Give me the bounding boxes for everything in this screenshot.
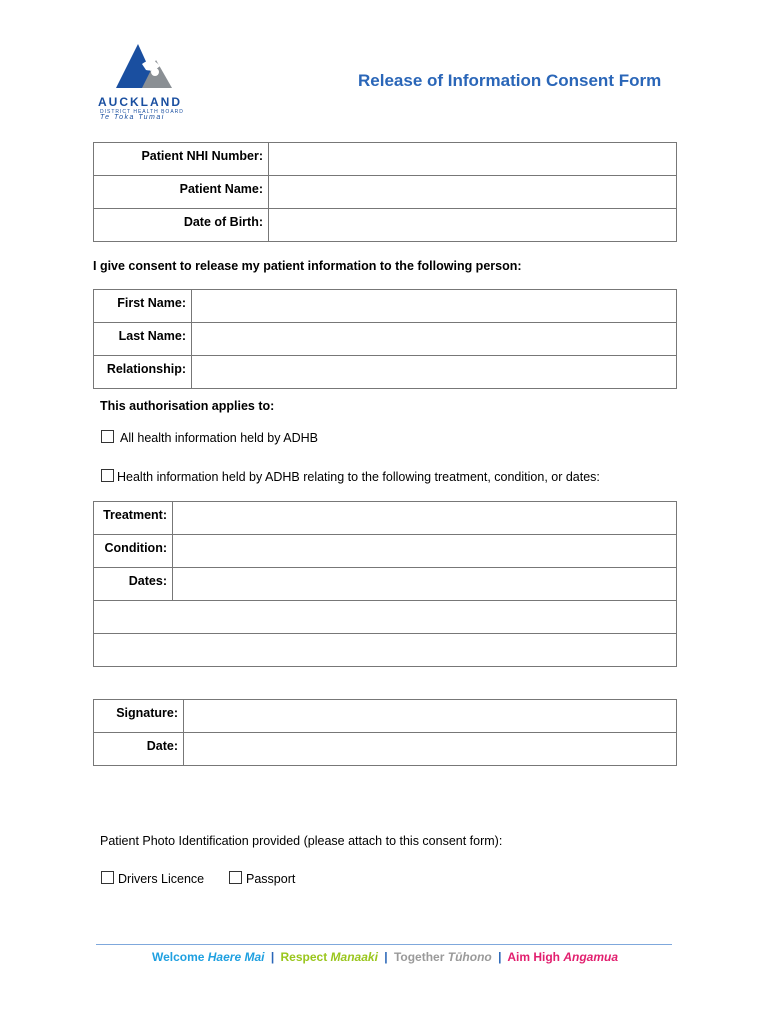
values-footer xyxy=(0,950,770,964)
signature-field[interactable] xyxy=(184,700,677,733)
option-specific-info-label: Health information held by ADHB relating to the following treatment, condition, or dates: xyxy=(117,470,600,484)
checkbox-all-info[interactable] xyxy=(101,430,114,443)
option-all-info[interactable] xyxy=(101,430,318,445)
treatment-details-table xyxy=(93,501,677,667)
dates-field[interactable] xyxy=(173,568,677,601)
signature-table xyxy=(93,699,677,766)
first-name-label: First Name: xyxy=(94,290,192,323)
patient-details-table xyxy=(93,142,677,242)
option-passport[interactable] xyxy=(229,871,295,886)
relationship-label: Relationship: xyxy=(94,356,192,389)
drivers-licence-label: Drivers Licence xyxy=(118,872,205,886)
dates-label: Dates: xyxy=(94,568,173,601)
treatment-field[interactable] xyxy=(173,502,677,535)
recipient-table xyxy=(93,289,677,389)
checkbox-specific-info[interactable] xyxy=(101,469,114,482)
value-welcome-maori: Haere Mai xyxy=(207,950,265,964)
option-drivers-licence[interactable] xyxy=(101,871,204,886)
patient-name-label: Patient Name: xyxy=(94,176,269,209)
option-all-info-label: All health information held by ADHB xyxy=(120,431,319,445)
footer-separator: | xyxy=(384,950,388,964)
signature-date-field[interactable] xyxy=(184,733,677,766)
passport-label: Passport xyxy=(246,872,296,886)
last-name-label: Last Name: xyxy=(94,323,192,356)
footer-separator: | xyxy=(270,950,275,964)
logo-subtitle: DISTRICT HEALTH BOARD xyxy=(100,109,184,115)
photo-id-heading: Patient Photo Identification provided (please attach to this consent form): xyxy=(100,834,503,848)
extra-details-row-2[interactable] xyxy=(94,634,677,667)
checkbox-passport[interactable] xyxy=(229,871,242,884)
patient-name-field[interactable] xyxy=(269,176,677,209)
relationship-field[interactable] xyxy=(192,356,677,389)
value-aim-high: Aim High xyxy=(507,950,560,964)
footer-separator: | xyxy=(498,950,502,964)
patient-nhi-label: Patient NHI Number: xyxy=(94,143,269,176)
first-name-field[interactable] xyxy=(192,290,677,323)
consent-statement: I give consent to release my patient information to the following person: xyxy=(93,259,522,273)
value-together: Together xyxy=(393,950,445,964)
dob-field[interactable] xyxy=(269,209,677,242)
condition-field[interactable] xyxy=(173,535,677,568)
signature-label: Signature: xyxy=(94,700,184,733)
patient-nhi-field[interactable] xyxy=(269,143,677,176)
authorisation-heading: This authorisation applies to: xyxy=(100,399,275,413)
logo-tagline: Te Toka Tumai xyxy=(100,114,165,121)
value-welcome: Welcome xyxy=(151,950,205,964)
form-title: Release of Information Consent Form xyxy=(358,71,662,90)
logo-name: AUCKLAND xyxy=(98,95,182,109)
checkbox-drivers-licence[interactable] xyxy=(101,871,114,884)
footer-divider xyxy=(96,944,672,945)
option-specific-info[interactable] xyxy=(101,469,600,484)
extra-details-row-1[interactable] xyxy=(94,601,677,634)
value-respect-maori: Manaaki xyxy=(330,950,378,964)
last-name-field[interactable] xyxy=(192,323,677,356)
dob-label: Date of Birth: xyxy=(94,209,269,242)
value-together-maori: Tūhono xyxy=(447,950,492,964)
signature-date-label: Date: xyxy=(94,733,184,766)
treatment-label: Treatment: xyxy=(94,502,173,535)
value-aim-high-maori: Angamua xyxy=(563,950,619,964)
condition-label: Condition: xyxy=(94,535,173,568)
value-respect: Respect xyxy=(280,950,328,964)
